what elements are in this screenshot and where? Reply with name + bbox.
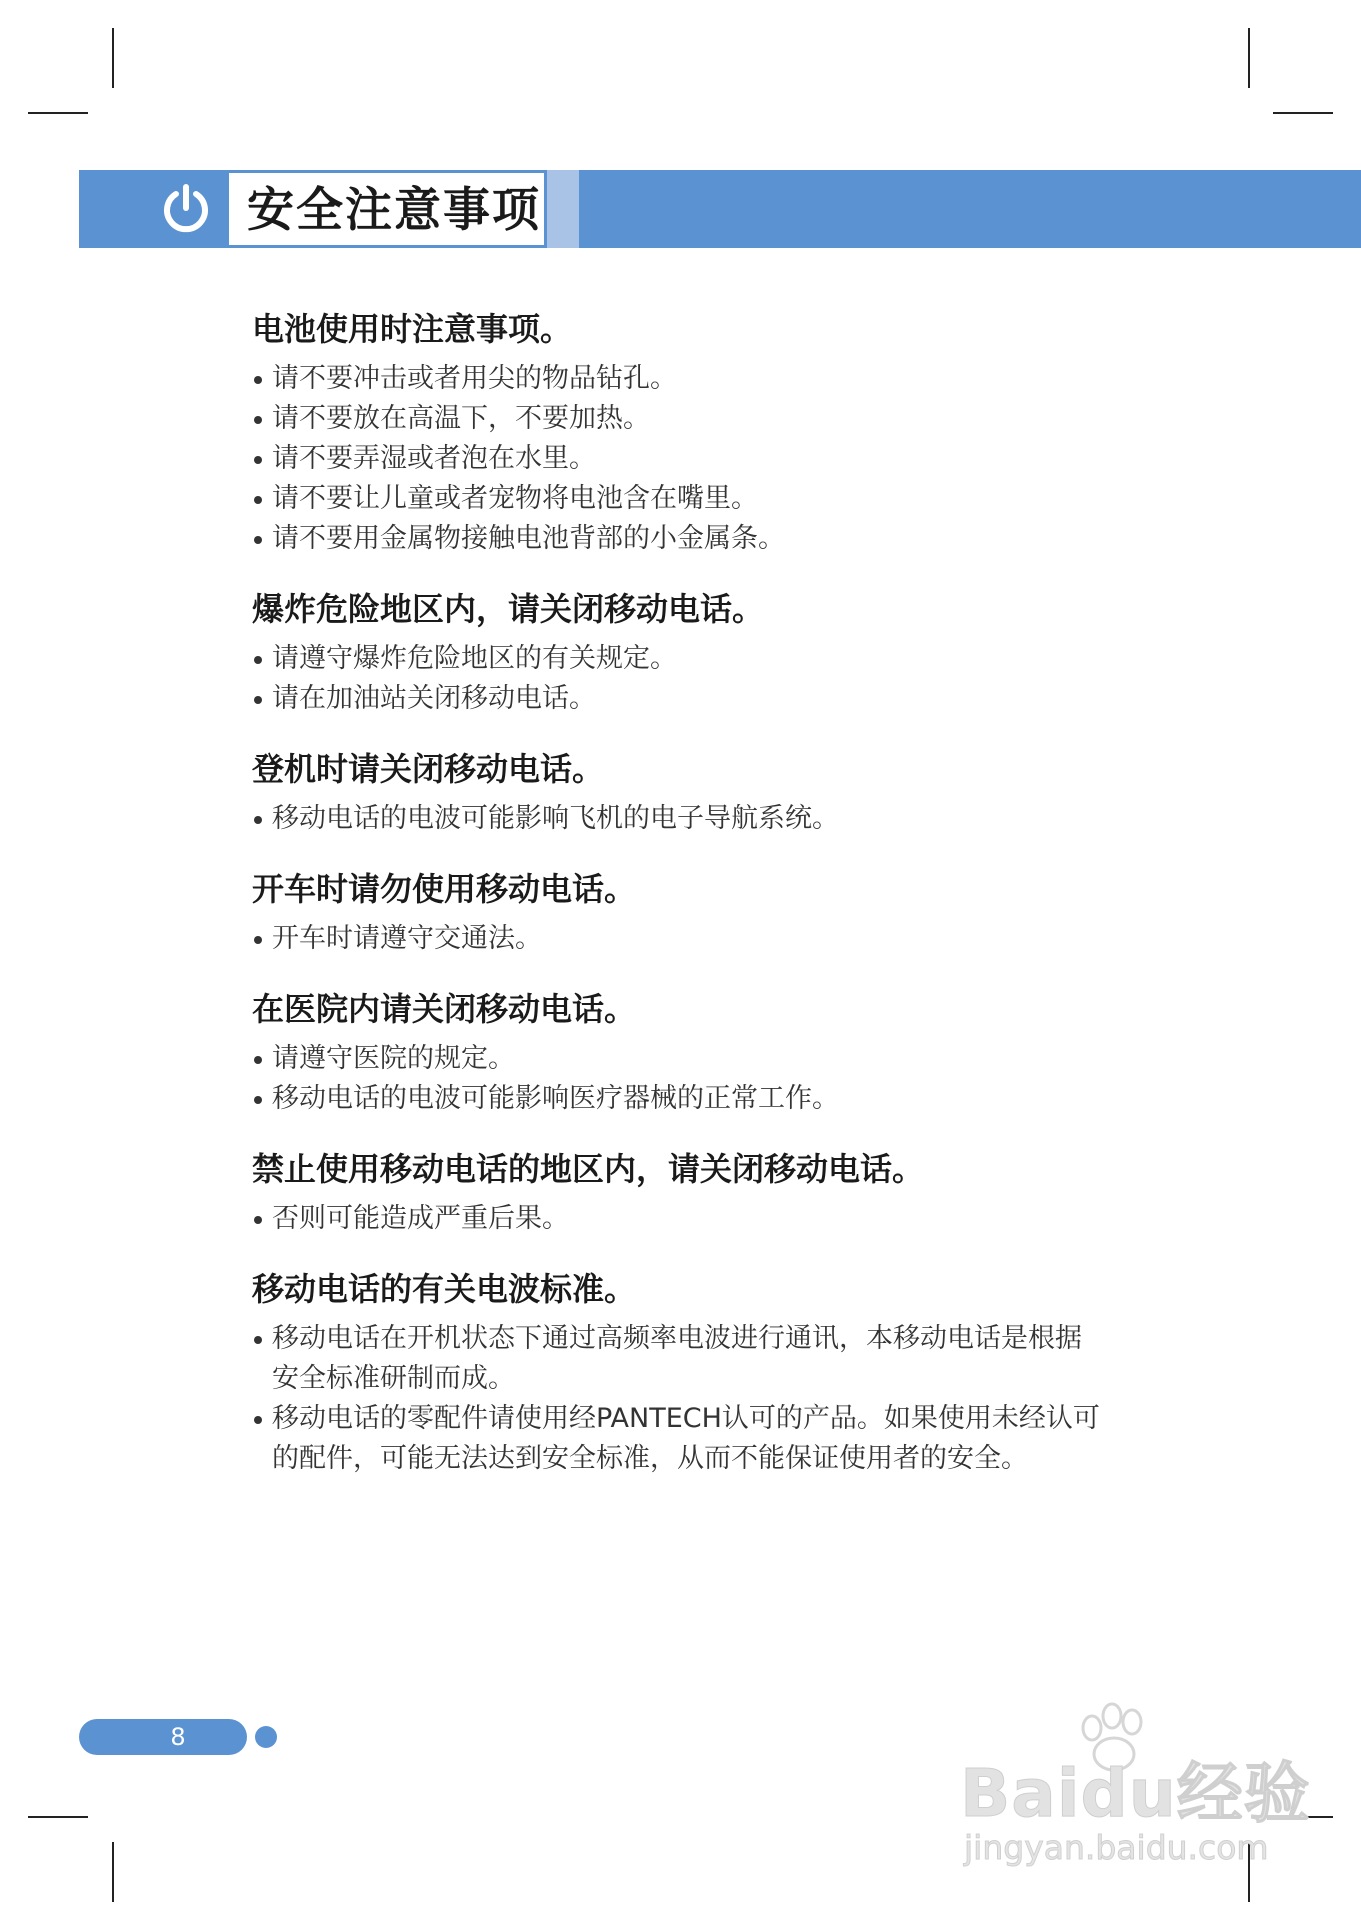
page-number: 8 — [170, 1723, 186, 1751]
section-title: 移动电话的有关电波标准。 — [252, 1270, 637, 1308]
list-item: 请遵守爆炸危险地区的有关规定。 — [252, 639, 1102, 679]
watermark — [960, 1700, 1311, 1870]
page-number-pill — [79, 1719, 247, 1755]
list-item: 开车时请遵守交通法。 — [252, 919, 1102, 959]
crop-mark-top-left-vertical — [112, 28, 114, 88]
header-accent-block — [547, 170, 579, 248]
section-aircraft — [252, 745, 1102, 839]
list-item: 请不要冲击或者用尖的物品钻孔。 — [252, 359, 1102, 399]
page-number-dot — [255, 1726, 277, 1748]
crop-mark-bottom-left-vertical — [112, 1842, 114, 1902]
list-item: 请遵守医院的规定。 — [252, 1039, 1102, 1079]
section-title: 爆炸危险地区内，请关闭移动电话。 — [252, 590, 765, 628]
section-title: 电池使用时注意事项。 — [252, 310, 573, 348]
list-item: 移动电话在开机状态下通过高频率电波进行通讯，本移动电话是根据安全标准研制而成。 — [252, 1319, 1102, 1399]
list-item: 移动电话的电波可能影响医疗器械的正常工作。 — [252, 1079, 1102, 1119]
section-restricted-areas — [252, 1145, 1102, 1239]
list-item: 请在加油站关闭移动电话。 — [252, 679, 1102, 719]
crop-mark-top-right-vertical — [1248, 28, 1250, 88]
list-item: 移动电话的零配件请使用经PANTECH认可的产品。如果使用未经认可的配件，可能无法达到安全标准，从而不能保证使用者的安全。 — [252, 1399, 1102, 1479]
section-battery — [252, 305, 1102, 559]
crop-mark-bottom-left-horizontal — [28, 1816, 88, 1818]
list-item: 移动电话的电波可能影响飞机的电子导航系统。 — [252, 799, 1102, 839]
crop-mark-top-left-horizontal — [28, 112, 88, 114]
section-title: 登机时请关闭移动电话。 — [252, 750, 605, 788]
crop-mark-top-right-horizontal — [1273, 112, 1333, 114]
list-item: 否则可能造成严重后果。 — [252, 1199, 1102, 1239]
watermark-url: jingyan.baidu.com — [964, 1828, 1269, 1867]
list-item: 请不要用金属物接触电池背部的小金属条。 — [252, 519, 1102, 559]
list-item: 请不要放在高温下，不要加热。 — [252, 399, 1102, 439]
section-radio-standards — [252, 1265, 1102, 1479]
page-title: 安全注意事项 — [247, 183, 541, 238]
list-item: 请不要让儿童或者宠物将电池含在嘴里。 — [252, 479, 1102, 519]
section-explosion — [252, 585, 1102, 719]
section-hospital — [252, 985, 1102, 1119]
section-title: 开车时请勿使用移动电话。 — [252, 870, 637, 908]
power-icon — [158, 180, 214, 236]
content-area — [252, 305, 1102, 1505]
section-title: 在医院内请关闭移动电话。 — [252, 990, 637, 1028]
watermark-brand: Baidu经验 — [960, 1755, 1311, 1832]
section-title: 禁止使用移动电话的地区内，请关闭移动电话。 — [252, 1150, 925, 1188]
header-title-box — [229, 173, 544, 245]
section-driving — [252, 865, 1102, 959]
list-item: 请不要弄湿或者泡在水里。 — [252, 439, 1102, 479]
